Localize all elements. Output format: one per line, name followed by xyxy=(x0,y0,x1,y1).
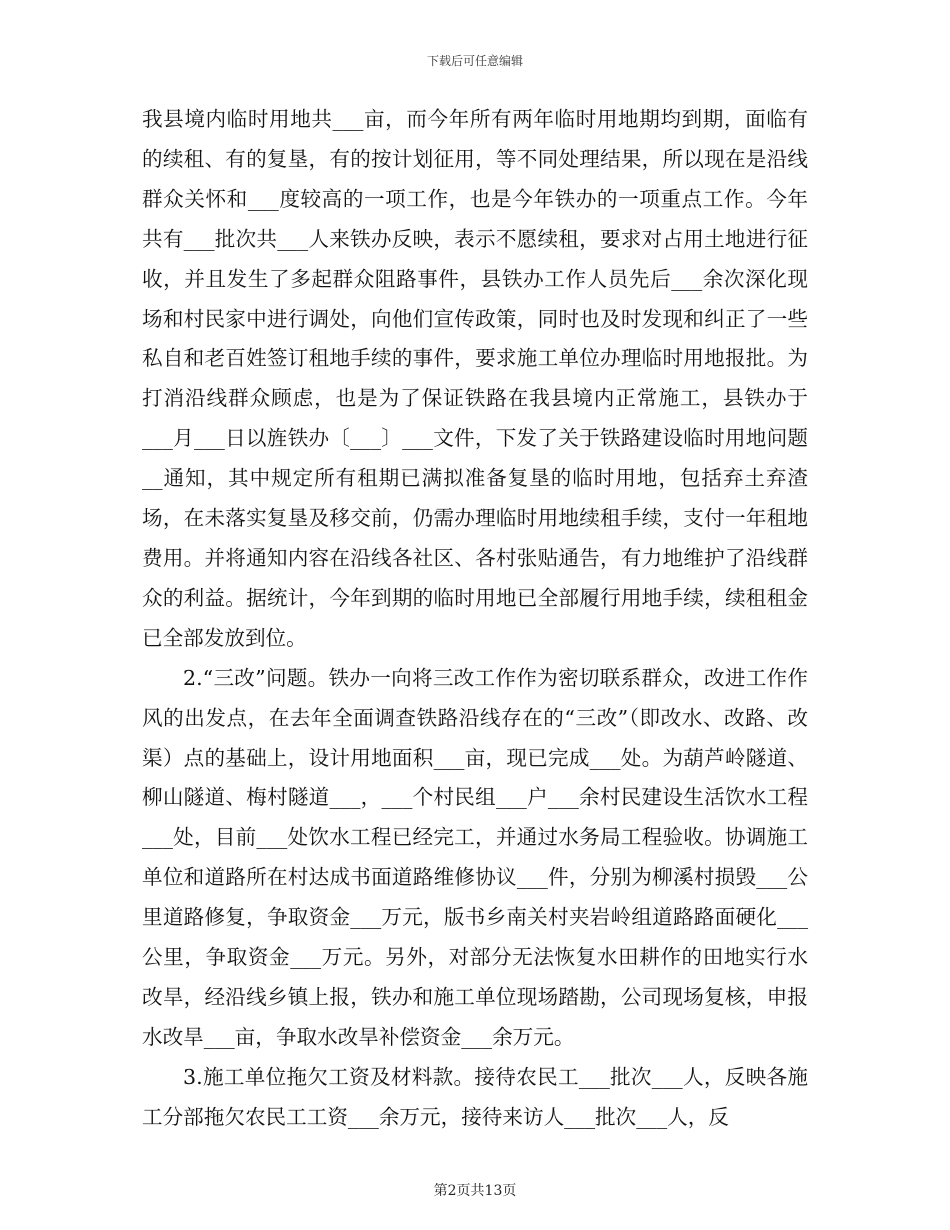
document-body xyxy=(142,100,808,1138)
paragraph-wage-arrears: 3.施工单位拖欠工资及材料款。接待农民工___批次___人，反映各施工分部拖欠农民工工资___余万元，接待来访人___批次___人，反 xyxy=(142,1064,808,1129)
page-number: 第2页共13页 xyxy=(433,1183,517,1199)
paragraph-three-reforms: 2.“三改”问题。铁办一向将三改工作作为密切联系群众，改进工作作风的出发点，在去年全面调查铁路沿线存在的“三改”（即改水、改路、改渠）点的基础上，设计用地面积___亩，现已完成___处。为葫芦岭隧道、柳山隧道、梅村隧道___，___个村民组___户___余村民建设生活饮水工程___处，目前___处饮水工程已经完工，并通过水务局工程验收。协调施工单位和道路所在村达成书面道路维修协议___件，分别为柳溪村损毁___公里道路修复，争取资金___万元，版书乡南关村夹岩岭组道路路面硬化___公里，争取资金___万元。另外，对部分无法恢复水田耕作的田地实行水改旱，经沿线乡镇上报，铁办和施工单位现场踏勘，公司现场复核，申报水改旱___亩，争取水改旱补偿资金___余万元。 xyxy=(142,665,808,1049)
page-header-note: 下载后可任意编辑 xyxy=(426,54,523,68)
paragraph-land-use: 我县境内临时用地共___亩，而今年所有两年临时用地期均到期，面临有的续租、有的复垦，有的按计划征用，等不同处理结果，所以现在是沿线群众关怀和___度较高的一项工作，也是今年铁办的一项重点工作。今年共有___批次共___人来铁办反映，表示不愿续租，要求对占用土地进行征收，并且发生了多起群众阻路事件，县铁办工作人员先后___余次深化现场和村民家中进行调处，向他们宣传政策，同时也及时发现和纠正了一些私自和老百姓签订租地手续的事件，要求施工单位办理临时用地报批。为打消沿线群众顾虑，也是为了保证铁路在我县境内正常施工，县铁办于___月___日以旌铁办〔___〕___文件，下发了关于铁路建设临时用地问题__通知，其中规定所有租期已满拟准备复垦的临时用地，包括弃土弃渣场，在未落实复垦及移交前，仍需办理临时用地续租手续，支付一年租地费用。并将通知内容在沿线各社区、各村张贴通告，有力地维护了沿线群众的利益。据统计，今年到期的临时用地已全部履行用地手续，续租租金已全部发放到位。 xyxy=(142,107,808,650)
